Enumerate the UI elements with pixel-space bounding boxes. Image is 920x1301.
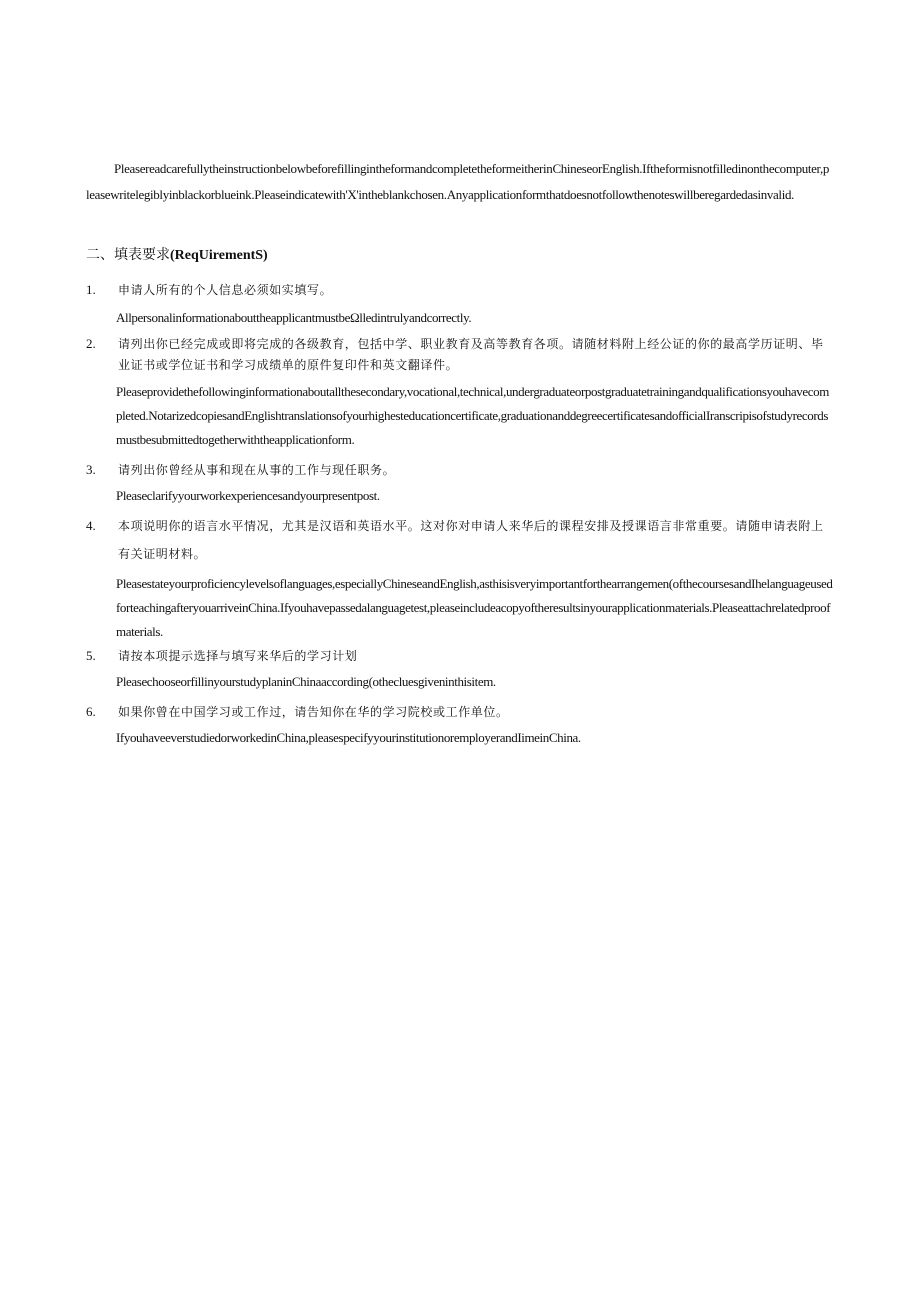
- item-number: 2.: [86, 336, 96, 351]
- section-heading-zh: 二、填表要求: [86, 248, 170, 263]
- item-text-zh: 请列出你已经完成或即将完成的各级教育，包括中学、职业教育及高等教育各项。请随材料附上经公证的你的最高学历证明、毕业证书或学位证书和学习成绩单的原件复印件和英文翻译件。: [118, 337, 824, 372]
- item-text-en: Pleaseprovidethefollowinginformationaboutallthesecondary,vocational,technical,undergraduateorpostgraduatetrainingandqualificationsyouhavecompleted.NotarizedcopiesandEnglishtranslationsofyourhighesteducationcertificate,graduationanddegreecertificatesandofficialIranscripisofstudyrecordsmustbesubmittedtogetherwiththeapplicationform.: [116, 384, 829, 447]
- item-text-en: AllpersonalinformationabouttheapplicantmustbeΩlledintrulyandcorrectly.: [116, 310, 472, 325]
- item-text-en: PleasechooseorfillinyourstudyplaninChinaaccording(othecluesgiveninthisitem.: [116, 674, 496, 689]
- item-text-en: IfyouhaveeverstudiedorworkedinChina,pleasespecifyyourinstitutionoremployerandIimeinChina.: [116, 730, 581, 745]
- item-number: 3.: [86, 462, 96, 477]
- requirement-item-3: [86, 460, 834, 508]
- section-heading: [86, 246, 268, 266]
- item-number: 4.: [86, 518, 96, 533]
- item-text-zh: 请列出你曾经从事和现在从事的工作与现任职务。: [118, 463, 396, 477]
- item-number: 6.: [86, 704, 96, 719]
- section-heading-en: (ReqUirementS): [170, 248, 268, 263]
- item-text-zh: 如果你曾在中国学习或工作过，请告知你在华的学习院校或工作单位。: [118, 705, 509, 719]
- item-text-zh: 请按本项提示选择与填写来华后的学习计划: [118, 649, 358, 663]
- item-number: 5.: [86, 648, 96, 663]
- item-text-zh: 本项说明你的语言水平情况，尤其是汉语和英语水平。这对你对申请人来华后的课程安排及授课语言非常重要。请随申请表附上有关证明材料。: [118, 519, 824, 561]
- item-number: 1.: [86, 282, 96, 297]
- intro-paragraph: PleasereadcarefullytheinstructionbelowbeforefillingintheformandcompletetheformeitherinChineseorEnglish.Iftheformisnotfilledinonthecomputer,pleasewritelegiblyinblackorblueink.Pleaseindicatewith'X'intheblankchosen.Anyapplicationformthatdoesnotfollowthenoteswillberegardedasinvalid.: [86, 161, 830, 202]
- item-text-en: Pleasestateyourproficiencylevelsoflanguages,especiallyChineseandEnglish,asthisisveryimportantforthearrangemen(ofthecoursesandIhelanguageusedforteachingafteryouarriveinChina.Ifyouhavepassedalanguagetest,pleaseincludeacopyoftheresultsinyourapplicationmaterials.Pleaseattachrelatedproofmaterials.: [116, 576, 833, 639]
- requirement-item-1: [86, 280, 834, 330]
- requirement-item-2: [86, 334, 834, 452]
- item-text-en: Pleaseclarifyyourworkexperiencesandyourpresentpost.: [116, 488, 380, 503]
- requirement-item-4: [86, 516, 834, 644]
- requirement-item-6: [86, 702, 834, 750]
- item-text-zh: 申请人所有的个人信息必须如实填写。: [118, 283, 333, 297]
- requirement-item-5: [86, 646, 834, 694]
